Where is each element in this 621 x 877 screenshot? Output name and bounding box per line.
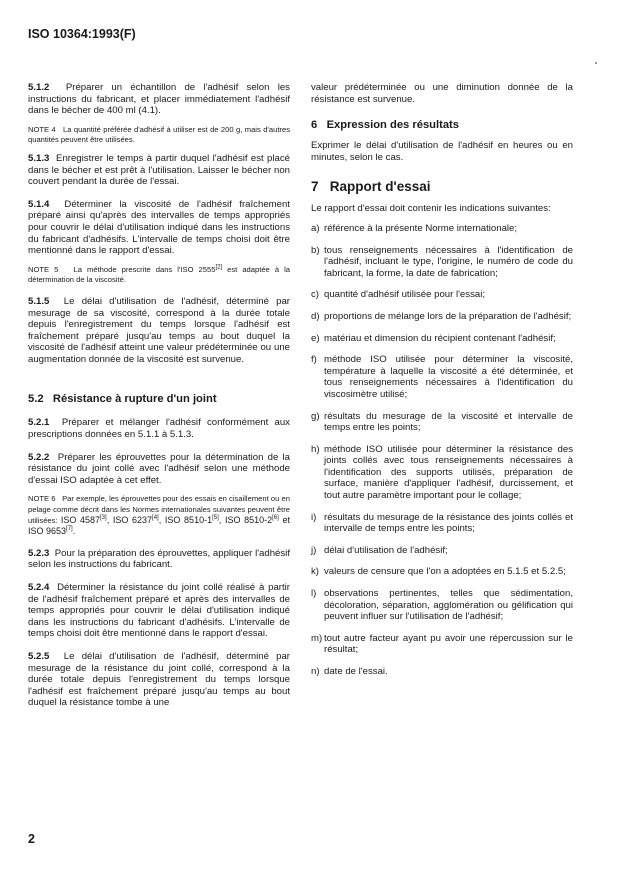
section-title: Rapport d'essai [329,179,431,195]
clause-number: 5.2.2 [28,451,50,463]
list-label: n) [311,666,320,677]
list-item-f [311,354,573,400]
list-label: m) [311,632,323,644]
clause-5-1-5 [28,296,290,366]
list-item-g [311,411,573,434]
list-text: quantité d'adhésif utilisée pour l'essai; [324,289,485,301]
list-text: tous renseignements nécessaires à l'identification de l'adhésif, incluant le type, l'origine, le numéro de code du fabricant, la forme, la date de fabrication; [324,244,573,279]
list-label: l) [311,588,317,600]
list-text: référence à la présente Norme internationale; [324,222,518,234]
standard-ref: ISO 8510-2 [224,514,273,525]
clause-text: Déterminer la résistance du joint collé réalisé à partir de l'adhésif fraîchement préparé et après des intervalles de temps appropriés pour couvrir le délai d'utilisation indiqué dans les instructions du fabricant d'adhésifs. L'intervalle de temps choisi doit être mentionné dans le rapport d'essai. [28,582,290,640]
list-label: b) [311,244,320,256]
list-text: observations pertinentes, telles que sédimentation, décoloration, séparation, agglomération ou gélification qui peuvent influer sur l'utilisation de l'adhésif; [324,588,573,623]
clause-5-1-4 [28,199,290,257]
clause-text: Préparer et mélanger l'adhésif conformément aux prescriptions données en 5.1.1 à 5.1.3. [28,417,290,441]
list-text: résultats du mesurage de la résistance des joints collés et intervalle de temps entre les points; [324,511,573,535]
list-item-d [311,311,573,323]
section-title: Expression des résultats [326,119,460,132]
section-7-heading [311,179,573,195]
clause-5-1-2 [28,82,290,117]
list-label: c) [311,289,319,301]
list-label: i) [311,511,317,523]
clause-text: Le délai d'utilisation de l'adhésif, déterminé par mesurage de la résistance du joint collé, correspond à la durée totale depuis l'enregistrement du temps lorsque l'adhésif est fraîchement préparé jusqu'au temps au bout duquel la résistance tombe à une [28,650,290,709]
list-label: d) [311,310,320,322]
note-text: Par exemple, les éprouvettes pour des essais en cisaillement ou en pelage comme décrit dans les Normes internationales suivantes peuvent être utilisées: [28,494,290,525]
clause-text: Enregistrer le temps à partir duquel l'adhésif est placé dans le bécher et est prêt à l'utilisation. Laisser le bécher non couvert pendant la durée de l'essai. [28,152,290,188]
clause-text: Préparer un échantillon de l'adhésif selon les instructions du fabricant, et placer immédiatement l'adhésif dans le bécher de 400 ml (4.1). [28,82,290,117]
list-item-b [311,245,573,280]
clause-number: 5.2.4 [28,582,50,593]
left-column [28,82,290,709]
list-item-j [311,545,573,557]
ref-separator: , [106,514,113,525]
clause-number: 5.1.3 [28,152,50,164]
clause-number: 5.1.4 [28,198,50,210]
list-text: matériau et dimension du récipient contenant l'adhésif; [324,332,556,344]
note-label: NOTE 5 [28,264,59,274]
list-item-n [311,666,573,678]
margin-mark [595,62,597,64]
clause-5-2-4 [28,582,290,640]
reference-marker: [7] [66,525,73,532]
ref-separator: , [158,514,165,525]
clause-5-2-1 [28,417,290,440]
list-label: h) [311,443,320,455]
reference-marker: [3] [100,514,107,521]
standard-ref-list [28,515,290,536]
standard-ref: ISO 8510-1 [164,514,213,525]
clause-5-2-3 [28,548,290,571]
list-label: g) [311,410,320,422]
ref-separator: . [72,525,76,536]
list-item-m [311,633,573,656]
page-header: ISO 10364:1993(F) [28,27,136,41]
section-number: 5.2 [28,393,44,406]
reference-marker: [4] [152,514,159,521]
ref-separator: et [278,514,290,525]
note-6 [28,494,290,536]
section-title: Résistance à rupture d'un joint [52,393,217,406]
clause-5-1-3 [28,153,290,188]
list-item-a [311,223,573,235]
clause-text: Le délai d'utilisation de l'adhésif, déterminé par mesurage de sa viscosité, correspond à la durée totale depuis l'enregistrement du temps lorsque l'adhésif est fraîchement préparé jusqu'au temps au bout duquel la viscosité de l'adhésif atteint une valeur prédéterminée ou une augmentation donnée de la viscosité est survenue. [28,295,290,365]
list-item-e [311,333,573,345]
clause-number: 5.1.5 [28,295,50,307]
reference-marker: [2] [215,264,223,271]
section-7-intro: Le rapport d'essai doit contenir les indications suivantes: [311,203,551,215]
ref-separator: , [218,514,225,525]
list-item-l [311,588,573,623]
section-number: 7 [311,179,319,195]
note-5 [28,265,290,285]
clause-number: 5.2.1 [28,417,50,429]
clause-5-2-5-continued: valeur prédéterminée ou une diminution donnée de la résistance est survenue. [311,82,573,105]
note-label: NOTE 4 [28,124,56,134]
right-column [311,82,573,678]
note-text: La quantité préférée d'adhésif à utiliser est de 200 g, mais d'autres quantités peuvent être utilisées. [28,124,290,144]
list-label: a) [311,222,320,234]
list-item-i [311,512,573,535]
clause-text: Pour la préparation des éprouvettes, appliquer l'adhésif selon les instructions du fabricant. [28,547,290,571]
section-number: 6 [311,119,318,132]
note-4 [28,125,290,145]
list-text: date de l'essai. [324,666,388,677]
list-item-h [311,444,573,502]
list-text: résultats du mesurage de la viscosité et intervalle de temps entre les points; [324,410,573,434]
list-text: méthode ISO utilisée pour déterminer la viscosité, température à laquelle la viscosité a été déterminée, et tous renseignements nécessaires à l'identification du viscosimètre utilisé; [324,354,573,400]
clause-number: 5.1.2 [28,82,50,93]
clause-5-2-5 [28,651,290,709]
list-item-k [311,566,573,578]
list-text: tout autre facteur ayant pu avoir une répercussion sur le résultat; [324,632,573,656]
list-text: proportions de mélange lors de la préparation de l'adhésif; [324,310,572,322]
reference-marker: [5] [212,514,219,521]
standard-ref: ISO 9653 [28,525,67,536]
note-text: est adaptée à la détermination de la viscosité. [28,264,290,284]
list-text: délai d'utilisation de l'adhésif; [324,544,448,556]
list-label: k) [311,566,319,578]
clause-5-2-2 [28,452,290,487]
list-text: valeurs de censure que l'on a adoptées en 5.1.5 et 5.2.5; [324,566,566,578]
clause-number: 5.2.5 [28,650,50,662]
section-6-text: Exprimer le délai d'utilisation de l'adhésif en heures ou en minutes, selon le cas. [311,140,573,163]
section-6-heading [311,119,573,132]
standard-ref: ISO 6237 [112,514,153,525]
clause-text: Déterminer la viscosité de l'adhésif fraîchement préparé ainsi qu'après des intervalles de temps appropriés pour couvrir le délai d'utilisation indiqué dans les instructions du fabricant d'adhésifs. L'intervalle de temps choisi doit être mentionné dans le rapport d'essai. [28,198,290,257]
standard-ref: ISO 4587 [60,514,101,525]
list-item-c [311,289,573,301]
note-label: NOTE 6 [28,494,56,504]
list-label: e) [311,332,320,344]
list-text: méthode ISO utilisée pour déterminer la résistance des joints collés avec tous renseignements nécessaires à l'identification des supports utilisés, préparation de surface, manière d'appliquer l'adhésif, durcissement, et tout autre paramètre important pour le collage; [324,443,573,502]
list-label: j) [311,544,317,556]
clause-text: Préparer les éprouvettes pour la détermination de la résistance du joint collé avec l'adhésif selon une méthode d'essai ISO adaptée à cet effet. [28,451,290,486]
reference-marker: [6] [272,514,279,521]
list-label: f) [311,354,317,366]
note-text: La méthode prescrite dans l'ISO 2555 [73,264,216,274]
clause-number: 5.2.3 [28,547,50,559]
section-5-2-heading [28,393,290,406]
page-number: 2 [28,832,35,846]
